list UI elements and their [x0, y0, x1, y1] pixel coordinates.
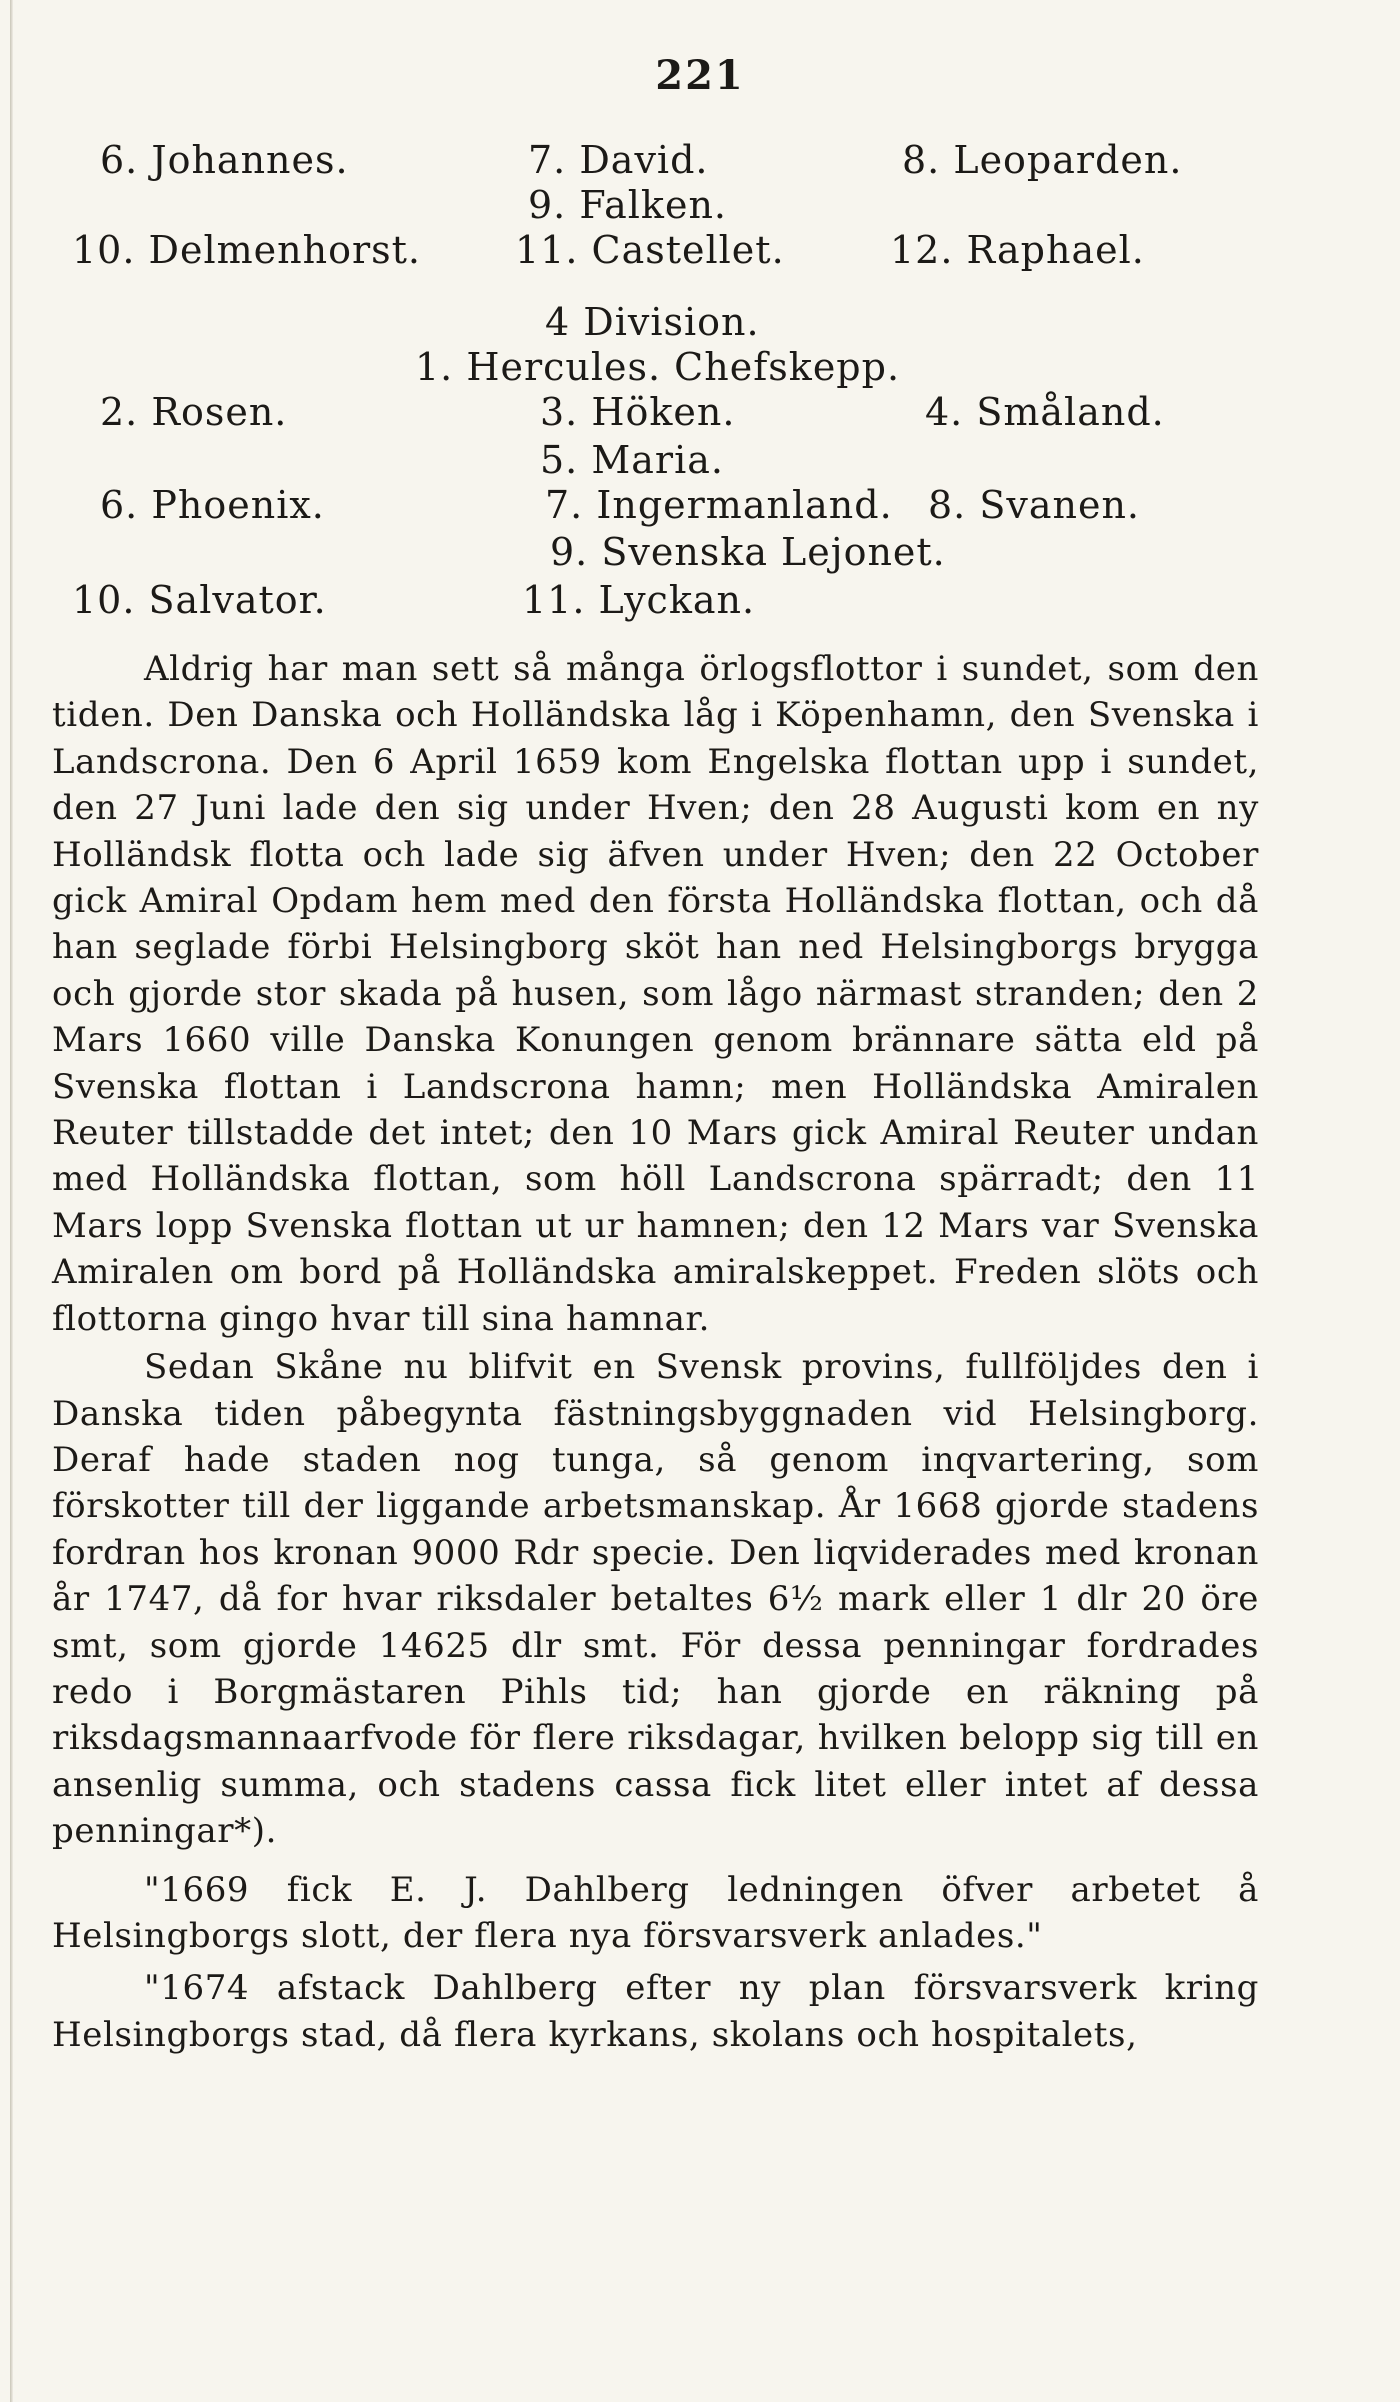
ship-entry: 6. Johannes.: [100, 138, 349, 182]
ship-entry: 3. Höken.: [540, 390, 736, 434]
paragraph-fleets: Aldrig har man sett så många örlogsflottor i sundet, som den tiden. Den Danska och Holländska låg i Köpenhamn, den Svenska i Landscrona. Den 6 April 1659 kom Engelska flottan upp i sundet, den 27 Juni lade den sig under Hven; den 28 Augusti kom en ny Holländsk flotta och lade sig äfven under Hven; den 22 October gick Amiral Opdam hem med den första Holländska flottan, och då han seglade förbi Helsingborg sköt han ned Helsingborgs brygga och gjorde stor skada på husen, som lågo närmast stranden; den 2 Mars 1660 ville Danska Konungen genom brännare sätta eld på Svenska flottan i Landscrona hamn; men Holländska Amiralen Reuter tillstadde det intet; den 10 Mars gick Amiral Reuter undan med Holländska flottan, som höll Landscrona spärradt; den 11 Mars lopp Svenska flottan ut ur hamnen; den 12 Mars var Svenska Amiralen om bord på Holländska amiralskeppet. Freden slöts och flottorna gingo hvar till sina hamnar.: [52, 649, 1259, 1339]
ship-entry: 5. Maria.: [540, 438, 724, 482]
ship-entry: 8. Svanen.: [928, 483, 1141, 527]
ship-entry: 9. Falken.: [528, 183, 727, 227]
paragraph-fortification: Sedan Skåne nu blifvit en Svensk provins, fullföljdes den i Danska tiden påbegynta fästningsbyggnaden vid Helsingborg. Deraf hade staden nog tunga, så genom inqvartering, som förskotter till der liggande arbetsmanskap. År 1668 gjorde stadens fordran hos kronan 9000 Rdr specie. Den liqviderades med kronan år 1747, då for hvar riksdaler betaltes 6½ mark eller 1 dlr 20 öre smt, som gjorde 14625 dlr smt. För dessa penningar fordrades redo i Borgmästaren Pihls tid; han gjorde en räkning på riksdagsmannaarfvode för flere riksdagar, hvilken belopp sig till en ansenlig summa, och stadens cassa fick litet eller intet af dessa penningar*).: [52, 1347, 1259, 1852]
quote-1674: "1674 afstack Dahlberg efter ny plan försvarsverk kring Helsingborgs stad, då flera kyrkans, skolans och hospitalets,: [52, 1968, 1259, 2055]
flagship-entry: 1. Hercules. Chefskepp.: [415, 345, 901, 389]
ship-entry: 4. Småland.: [925, 390, 1165, 434]
page-number: 221: [655, 52, 745, 99]
quote-1669: "1669 fick E. J. Dahlberg ledningen öfver arbetet å Helsingborgs slott, der flera nya försvarsverk anlades.": [52, 1869, 1259, 1956]
ship-entry: 12. Raphael.: [890, 228, 1145, 272]
ship-entry: 7. David.: [528, 138, 709, 182]
ship-entry: 9. Svenska Lejonet.: [550, 530, 946, 574]
ship-entry: 8. Leoparden.: [902, 138, 1183, 182]
ship-entry: 6. Phoenix.: [100, 483, 325, 527]
ship-entry: 11. Lyckan.: [522, 578, 756, 622]
division-heading: 4 Division.: [545, 300, 760, 344]
page-spine-edge: [10, 0, 13, 2402]
ship-entry: 7. Ingermanland.: [545, 483, 893, 527]
ship-entry: 10. Delmenhorst.: [72, 228, 421, 272]
ship-entry: 10. Salvator.: [72, 578, 327, 622]
body-text: [52, 646, 1259, 2058]
ship-entry: 11. Castellet.: [515, 228, 785, 272]
ship-entry: 2. Rosen.: [100, 390, 288, 434]
